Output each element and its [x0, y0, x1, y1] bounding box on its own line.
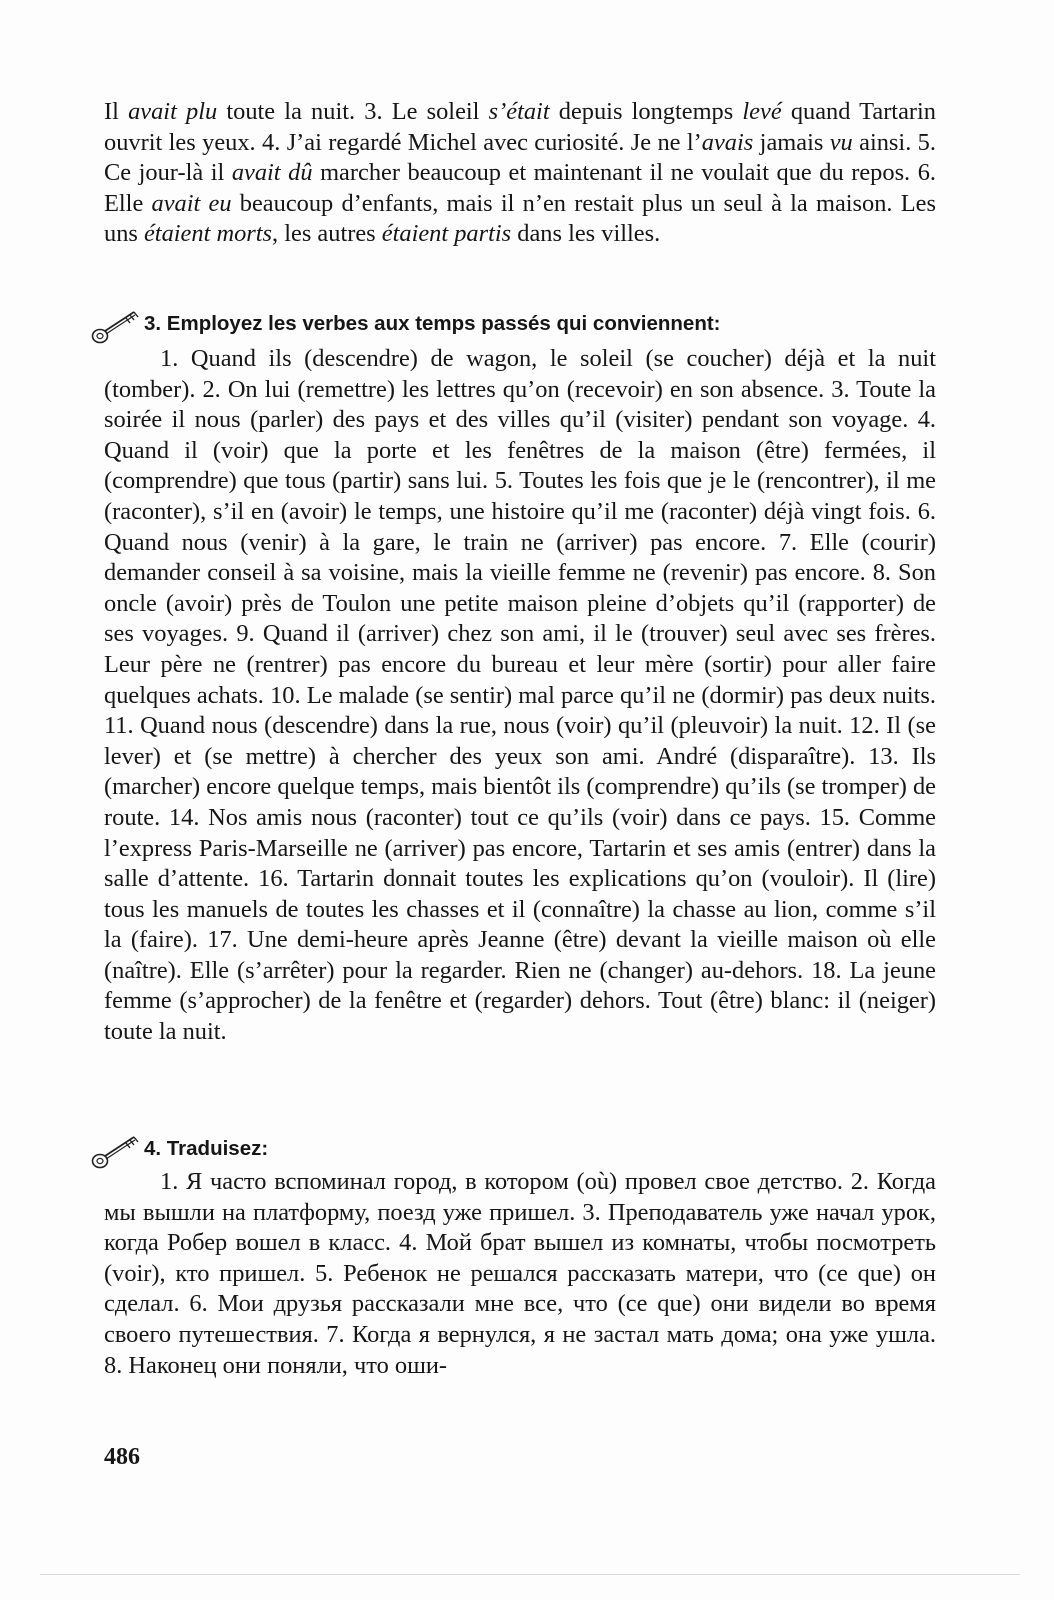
italic-verb-form: avait dû — [231, 159, 313, 187]
exercise3-header — [104, 310, 936, 338]
italic-verb-form: étaient partis — [381, 220, 512, 248]
text-run: quand Tartarin ouvrit les yeux. 4. J’ai regardé Michel avec curiosité. Je ne l’ — [104, 98, 937, 156]
text-run: Il — [104, 98, 129, 125]
exercise4-body — [104, 1167, 936, 1381]
continuation-paragraph — [104, 97, 936, 250]
text-run: marcher beaucoup et maintenant il ne voulait que du repos. 6. Elle — [104, 159, 936, 217]
italic-verb-form: étaient morts — [143, 220, 273, 248]
exercise4-header — [104, 1135, 936, 1163]
text-run: beaucoup d’enfants, mais il n’en restait plus un seul à la maison. Les uns — [104, 189, 936, 248]
italic-verb-form: avait plu — [128, 98, 218, 125]
exercise4-text: 1. Я часто вспоминал город, в котором (où) провел свое детство. 2. Когда мы вышли на платформу, поезд уже пришел. 3. Преподаватель уже начал урок, когда Робер вошел в класс. 4. Мой брат вышел из комнаты, чтобы посмотреть (voir), кто пришел. 5. Ребенок не решался рассказать матери, что (ce que) он сделал. 6. Мои друзья рассказали мне все, что (ce que) они видели во время своего путешествия. 7. Когда я вернулся, я не застал мать дома; она уже ушла. 8. Наконец они поняли, что оши- — [104, 1168, 936, 1379]
exercise3-heading — [104, 310, 936, 338]
exercise4-heading-text: 4. Traduisez: — [144, 1137, 269, 1160]
page-number: 486 — [104, 1444, 140, 1470]
exercise2-continuation — [104, 97, 936, 250]
text-run: dans les villes. — [511, 220, 661, 248]
italic-verb-form: avais — [701, 128, 754, 156]
italic-verb-form: levé — [742, 98, 782, 125]
exercise4-heading — [104, 1135, 936, 1163]
exercise3-heading-text: 3. Employez les verbes aux temps passés qui conviennent: — [144, 312, 721, 335]
text-run: jamais — [753, 128, 830, 156]
key-icon — [90, 1133, 146, 1171]
text-run: ainsi. 5. Ce jour-là il — [104, 128, 936, 187]
text-run: toute la nuit. 3. Le soleil — [217, 98, 489, 125]
italic-verb-form: s’était — [488, 98, 550, 125]
italic-verb-form: avait eu — [151, 189, 232, 217]
page-bottom-edge — [40, 1574, 1020, 1575]
text-run: depuis longtemps — [549, 98, 743, 125]
key-icon — [90, 308, 146, 346]
exercise3-body — [104, 344, 936, 1048]
exercise3-text: 1. Quand ils (descendre) de wagon, le soleil (se coucher) déjà et la nuit (tomber). 2. On lui (remettre) les lettres qu’on (recevoir) en son absence. 3. Toute la soirée il nous (parler) des pays et des villes qu’il (visiter) pendant son voyage. 4. Quand il (voir) que la porte et les fenêtres de la maison (être) fermées, il (comprendre) que tous (partir) sans lui. 5. Toutes les fois que je le (rencontrer), il me (raconter), s’il en (avoir) le temps, une histoire qu’il me (raconter) déjà vingt fois. 6. Quand nous (venir) à la gare, le train ne (arriver) pas encore. 7. Elle (courir) demander conseil à sa voisine, mais la vieille femme ne (revenir) pas encore. 8. Son oncle (avoir) près de Toulon une petite maison pleine d’objets qu’il (rapporter) de ses voyages. 9. Quand il (arriver) chez son ami, il le (trouver) seul avec ses frères. Leur père ne (rentrer) pas encore du bureau et leur mère (sortir) pour aller faire quelques achats. 10. Le malade (se sentir) mal parce qu’il ne (dormir) pas deux nuits. 11. Quand nous (descendre) dans la rue, nous (voir) qu’il (pleuvoir) la nuit. 12. Il (se lever) et (se mettre) à chercher des yeux son ami. André (disparaître). 13. Ils (marcher) encore quelque temps, mais bientôt ils (comprendre) qu’ils (se tromper) de route. 14. Nos amis nous (raconter) tout ce qu’ils (voir) dans ce pays. 15. Comme l’express Paris-Marseille ne (arriver) pas encore, Tartarin et ses amis (entrer) dans la salle d’attente. 16. Tartarin donnait toutes les explications qu’on (vouloir). Il (lire) tous les manuels de toutes les chasses et il (connaître) la chasse au lion, comme s’il la (faire). 17. Une demi-heure après Jeanne (être) devant la vieille maison où elle (naître). Elle (s’arrêter) pour la regarder. Rien ne (changer) au-dehors. 18. La jeune femme (s’approcher) de la fenêtre et (regarder) dehors. Tout (être) blanc: il (neiger) toute la nuit. — [104, 345, 936, 1046]
text-run: , les autres — [272, 220, 382, 248]
italic-verb-form: vu — [829, 128, 853, 156]
